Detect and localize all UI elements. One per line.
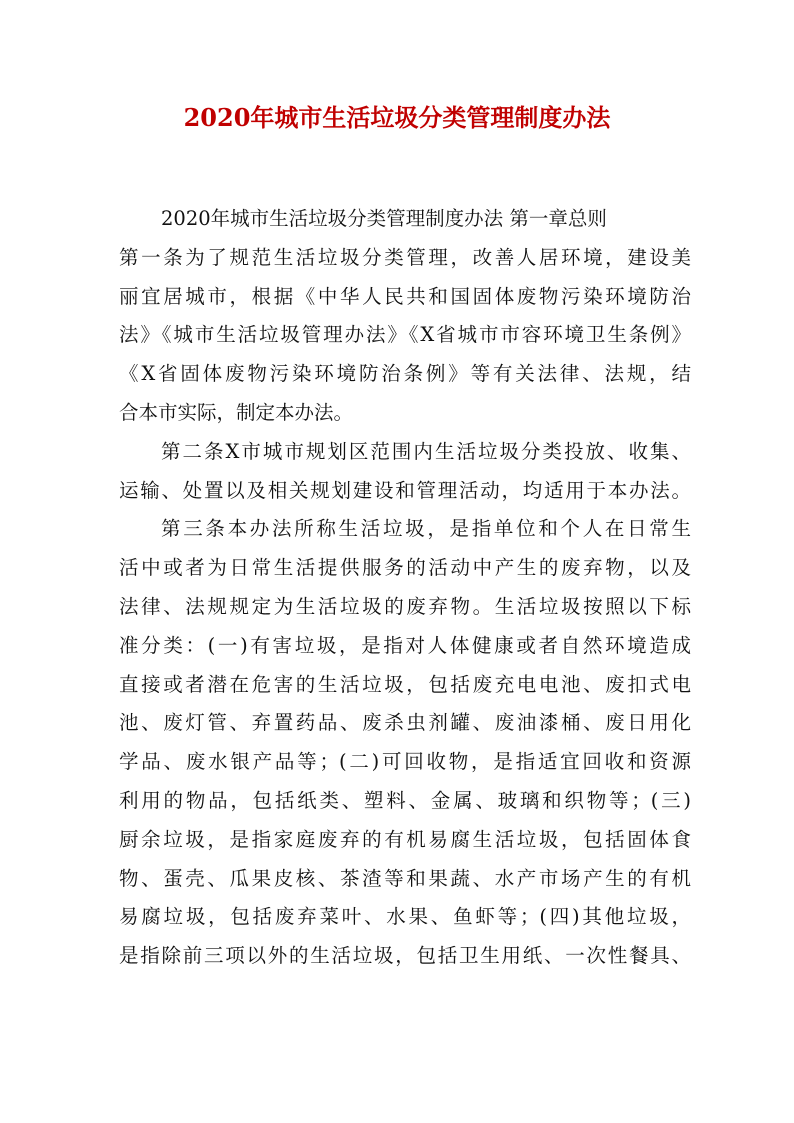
body-line: 池、废灯管、弃置药品、废杀虫剂罐、废油漆桶、废日用化	[119, 711, 691, 735]
body-line: 利用的物品，包括纸类、塑料、金属、玻璃和织物等；(三)	[119, 788, 691, 812]
body-line: 直接或者潜在危害的生活垃圾，包括废充电电池、废扣式电	[119, 672, 691, 696]
document-body	[119, 200, 691, 976]
body-line: 第三条本办法所称生活垃圾，是指单位和个人在日常生	[161, 517, 691, 541]
body-line: 第一条为了规范生活垃圾分类管理，改善人居环境，建设美	[119, 245, 691, 269]
body-line: 是指除前三项以外的生活垃圾，包括卫生用纸、一次性餐具、	[119, 944, 691, 968]
document-title: 2020年城市生活垃圾分类管理制度办法	[183, 103, 611, 132]
body-line: 第二条X市城市规划区范围内生活垃圾分类投放、收集、	[161, 439, 691, 463]
body-line: 《X省固体废物污染环境防治条例》等有关法律、法规，结	[119, 362, 691, 386]
body-line: 准分类：(一)有害垃圾，是指对人体健康或者自然环境造成	[119, 633, 691, 657]
body-line: 运输、处置以及相关规划建设和管理活动，均适用于本办法。	[119, 478, 691, 502]
body-line: 法》《城市生活垃圾管理办法》《X省城市市容环境卫生条例》	[119, 323, 691, 347]
body-line: 合本市实际，制定本办法。	[119, 400, 354, 424]
body-line: 丽宜居城市，根据《中华人民共和国固体废物污染环境防治	[119, 284, 691, 308]
body-line: 法律、法规规定为生活垃圾的废弃物。生活垃圾按照以下标	[119, 594, 691, 618]
body-line: 活中或者为日常生活提供服务的活动中产生的废弃物，以及	[119, 556, 691, 580]
body-line: 厨余垃圾，是指家庭废弃的有机易腐生活垃圾，包括固体食	[119, 827, 691, 851]
body-line: 易腐垃圾，包括废弃菜叶、水果、鱼虾等；(四)其他垃圾，	[119, 905, 691, 929]
body-line: 2020年城市生活垃圾分类管理制度办法 第一章总则	[161, 207, 607, 230]
body-line: 学品、废水银产品等；(二)可回收物，是指适宜回收和资源	[119, 750, 691, 774]
body-line: 物、蛋壳、瓜果皮核、茶渣等和果蔬、水产市场产生的有机	[119, 866, 691, 890]
